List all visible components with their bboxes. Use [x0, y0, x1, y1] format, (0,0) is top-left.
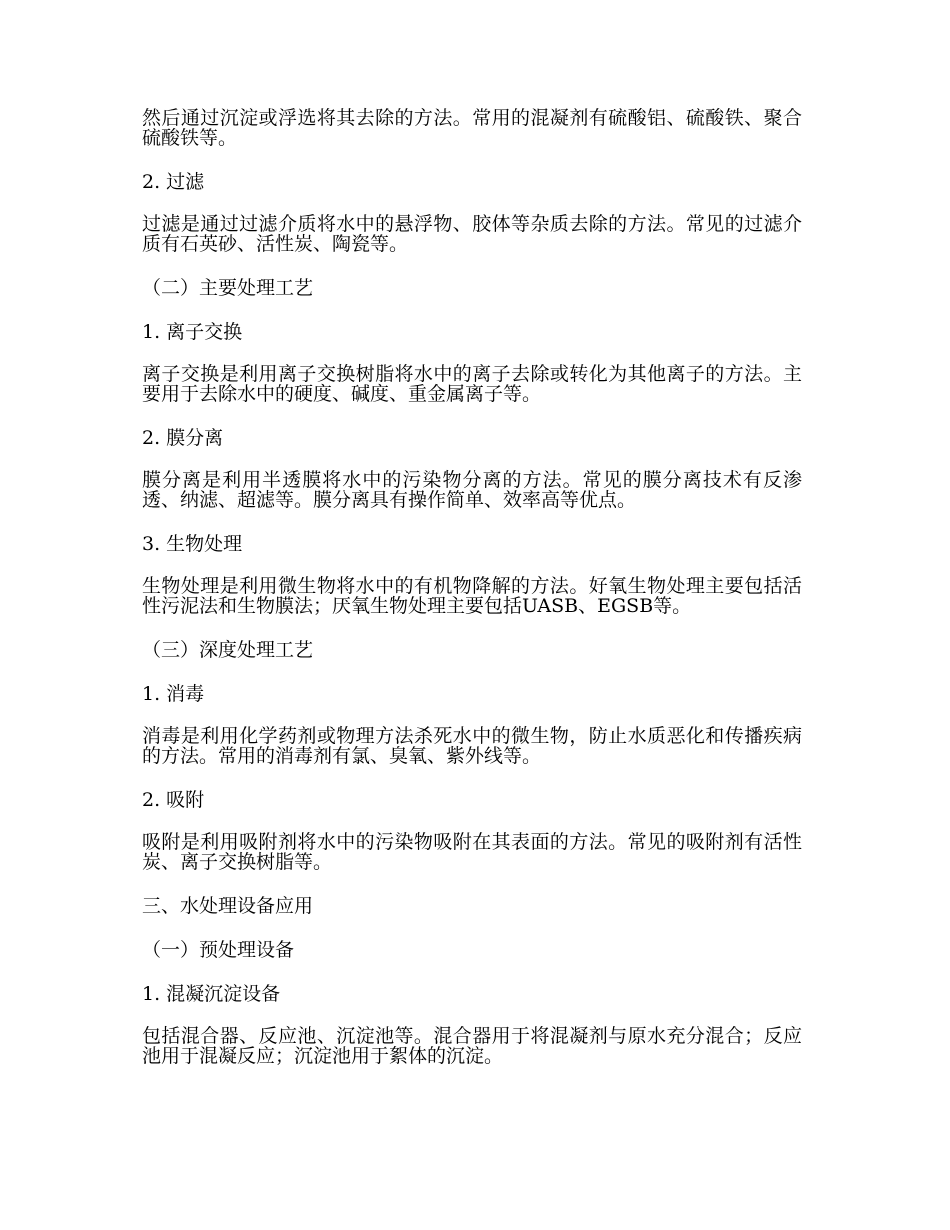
heading-adsorption: 2. 吸附 — [142, 789, 205, 811]
heading-disinfection: 1. 消毒 — [142, 683, 205, 705]
paragraph-coagulation-end: 然后通过沉淀或浮选将其去除的方法。常用的混凝剂有硫酸铝、硫酸铁、聚合硫酸铁等。 — [142, 107, 802, 149]
heading-membrane: 2. 膜分离 — [142, 427, 224, 449]
paragraph-coagulation-equipment: 包括混合器、反应池、沉淀池等。混合器用于将混凝剂与原水充分混合；反应池用于混凝反应；沉淀池用于絮体的沉淀。 — [142, 1025, 802, 1067]
paragraph-disinfection: 消毒是利用化学药剂或物理方法杀死水中的微生物，防止水质恶化和传播疾病的方法。常用的消毒剂有氯、臭氧、紫外线等。 — [142, 725, 802, 767]
heading-coagulation-equipment: 1. 混凝沉淀设备 — [142, 983, 281, 1005]
heading-equipment-application: 三、水处理设备应用 — [142, 895, 314, 917]
heading-ion-exchange: 1. 离子交换 — [142, 321, 243, 343]
heading-filtration: 2. 过滤 — [142, 171, 205, 193]
paragraph-filtration: 过滤是通过过滤介质将水中的悬浮物、胶体等杂质去除的方法。常见的过滤介质有石英砂、活性炭、陶瓷等。 — [142, 213, 802, 255]
heading-pretreatment-equipment: （一）预处理设备 — [142, 939, 295, 961]
document-body — [142, 108, 802, 1066]
heading-advanced-process: （三）深度处理工艺 — [142, 639, 314, 661]
heading-biological: 3. 生物处理 — [142, 533, 243, 555]
paragraph-adsorption: 吸附是利用吸附剂将水中的污染物吸附在其表面的方法。常见的吸附剂有活性炭、离子交换树脂等。 — [142, 831, 802, 873]
paragraph-ion-exchange: 离子交换是利用离子交换树脂将水中的离子去除或转化为其他离子的方法。主要用于去除水中的硬度、碱度、重金属离子等。 — [142, 363, 802, 405]
heading-main-process: （二）主要处理工艺 — [142, 277, 314, 299]
paragraph-biological: 生物处理是利用微生物将水中的有机物降解的方法。好氧生物处理主要包括活性污泥法和生物膜法；厌氧生物处理主要包括UASB、EGSB等。 — [142, 575, 802, 617]
paragraph-membrane: 膜分离是利用半透膜将水中的污染物分离的方法。常见的膜分离技术有反渗透、纳滤、超滤等。膜分离具有操作简单、效率高等优点。 — [142, 469, 802, 511]
